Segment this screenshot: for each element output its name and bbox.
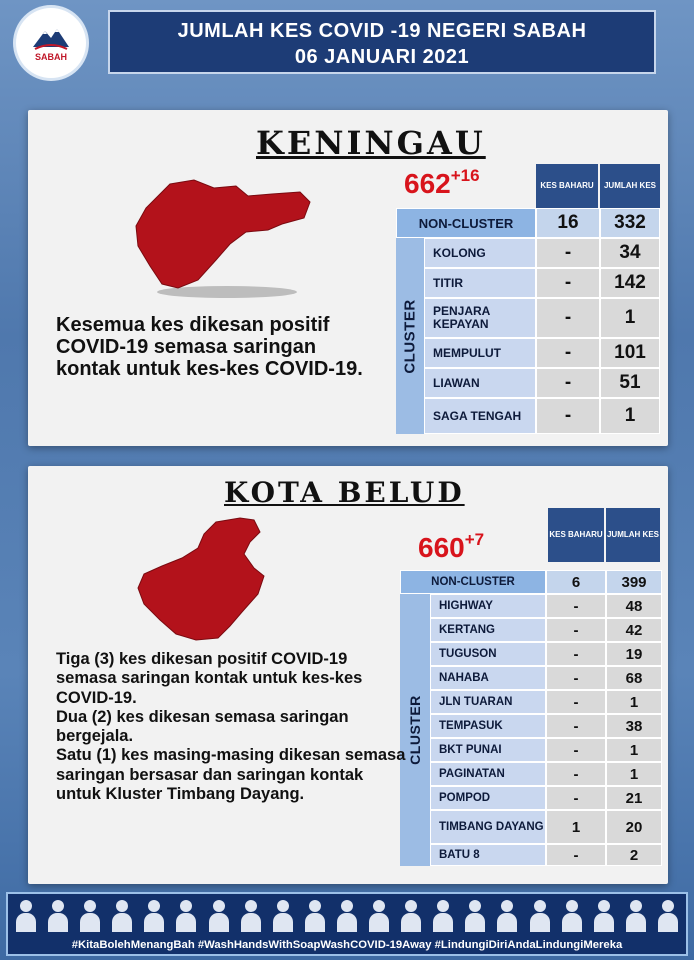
cluster-name: BKT PUNAI xyxy=(430,738,546,762)
non-cluster-label: NON-CLUSTER xyxy=(400,570,546,594)
footer-hashtags: #KitaBolehMenangBah #WashHandsWithSoapWashCOVID-19Away #LindungiDiriAndaLindungiMereka xyxy=(71,939,623,951)
non-cluster-row xyxy=(400,570,662,594)
cluster-new: - xyxy=(546,762,606,786)
cluster-name: LIAWAN xyxy=(424,368,536,398)
kota-belud-map xyxy=(132,514,292,644)
cluster-total: 2 xyxy=(606,844,662,866)
cluster-new: - xyxy=(536,298,600,338)
cluster-name: POMPOD xyxy=(430,786,546,810)
person-icon xyxy=(530,898,550,932)
person-icon xyxy=(16,898,36,932)
person-icon xyxy=(497,898,517,932)
keningau-panel xyxy=(28,110,668,446)
table-row xyxy=(430,714,662,738)
description-paragraph: Tiga (3) kes dikesan positif COVID-19 semasa saringan kontak untuk kes-kes COVID-19. xyxy=(56,650,363,707)
person-icon xyxy=(626,898,646,932)
cluster-total: 20 xyxy=(606,810,662,844)
cluster-total: 51 xyxy=(600,368,660,398)
logo-text: SABAH xyxy=(34,51,67,62)
table-row xyxy=(430,666,662,690)
description-paragraph: Satu (1) kes masing-masing dikesan semasa saringan bersasar dan saringan kontak untuk Kluster Timbang Dayang. xyxy=(56,746,406,804)
person-icon xyxy=(80,898,100,932)
cluster-side-label: CLUSTER xyxy=(400,594,430,866)
cluster-new: - xyxy=(546,844,606,866)
cluster-total: 142 xyxy=(600,268,660,298)
table-row xyxy=(430,690,662,714)
cluster-new: - xyxy=(546,666,606,690)
cluster-new: - xyxy=(546,690,606,714)
sabah-logo xyxy=(16,8,86,78)
district-total xyxy=(418,532,484,564)
col-head-total: JUMLAH KES xyxy=(600,164,660,208)
cluster-side-label: CLUSTER xyxy=(396,238,424,434)
cluster-total: 1 xyxy=(600,298,660,338)
total-count: 662 xyxy=(404,168,451,199)
kota-belud-panel xyxy=(28,466,668,884)
footer-banner xyxy=(6,892,688,956)
person-icon xyxy=(209,898,229,932)
non-cluster-total: 399 xyxy=(606,570,662,594)
cluster-name: TIMBANG DAYANG xyxy=(430,810,546,844)
table-row xyxy=(430,642,662,666)
cluster-name: KERTANG xyxy=(430,618,546,642)
district-title: KOTA BELUD xyxy=(224,476,465,509)
cluster-new: - xyxy=(546,618,606,642)
cluster-name: JLN TUARAN xyxy=(430,690,546,714)
table-row xyxy=(430,844,662,866)
cluster-new: - xyxy=(536,238,600,268)
col-head-new: KES BAHARU xyxy=(536,164,598,208)
table-row xyxy=(430,618,662,642)
person-icon xyxy=(337,898,357,932)
cluster-total: 48 xyxy=(606,594,662,618)
person-icon xyxy=(305,898,325,932)
table-row xyxy=(424,368,660,398)
non-cluster-label: NON-CLUSTER xyxy=(396,208,536,238)
cluster-new: - xyxy=(536,398,600,434)
cluster-new: - xyxy=(546,738,606,762)
cluster-new: - xyxy=(536,338,600,368)
table-row xyxy=(430,738,662,762)
person-icon xyxy=(465,898,485,932)
person-icon xyxy=(48,898,68,932)
col-head-new: KES BAHARU xyxy=(548,508,604,562)
header-date: 06 JANUARI 2021 xyxy=(294,46,470,68)
cluster-new: - xyxy=(546,642,606,666)
cluster-total: 34 xyxy=(600,238,660,268)
mountain-emblem-icon xyxy=(31,25,71,51)
cluster-total: 42 xyxy=(606,618,662,642)
cluster-name: TUGUSON xyxy=(430,642,546,666)
person-icon xyxy=(112,898,132,932)
cluster-new: - xyxy=(536,368,600,398)
person-icon xyxy=(176,898,196,932)
cluster-total: 1 xyxy=(606,738,662,762)
person-icon xyxy=(273,898,293,932)
table-row xyxy=(424,398,660,434)
person-icon xyxy=(241,898,261,932)
non-cluster-row xyxy=(396,208,660,238)
cluster-total: 19 xyxy=(606,642,662,666)
non-cluster-new: 6 xyxy=(546,570,606,594)
non-cluster-new: 16 xyxy=(536,208,600,238)
cluster-name: MEMPULUT xyxy=(424,338,536,368)
table-row xyxy=(430,786,662,810)
cluster-new: - xyxy=(546,786,606,810)
cluster-new: 1 xyxy=(546,810,606,844)
table-row xyxy=(424,338,660,368)
cluster-name: HIGHWAY xyxy=(430,594,546,618)
header-title: JUMLAH KES COVID -19 NEGERI SABAH xyxy=(177,20,587,42)
cluster-new: - xyxy=(536,268,600,298)
cluster-total: 38 xyxy=(606,714,662,738)
cluster-name: KOLONG xyxy=(424,238,536,268)
keningau-map xyxy=(132,174,382,304)
total-increase: +7 xyxy=(464,530,485,549)
description-paragraph: Dua (2) kes dikesan semasa saringan bergejala. xyxy=(56,707,349,746)
description-paragraph: Kesemua kes dikesan positif COVID-19 semasa saringan kontak untuk kes-kes COVID-19. xyxy=(56,314,363,380)
person-icon xyxy=(369,898,389,932)
col-head-total: JUMLAH KES xyxy=(606,508,660,562)
table-row xyxy=(430,810,662,844)
cluster-total: 101 xyxy=(600,338,660,368)
cluster-total: 21 xyxy=(606,786,662,810)
cluster-total: 1 xyxy=(606,762,662,786)
keningau-description xyxy=(56,314,386,380)
kota-belud-description xyxy=(56,650,406,804)
frontliner-figures xyxy=(16,898,678,934)
cluster-total: 1 xyxy=(600,398,660,434)
person-icon xyxy=(658,898,678,932)
person-icon xyxy=(433,898,453,932)
cluster-name: PENJARA KEPAYAN xyxy=(424,298,536,338)
table-row xyxy=(424,238,660,268)
non-cluster-total: 332 xyxy=(600,208,660,238)
cluster-name: BATU 8 xyxy=(430,844,546,866)
table-row xyxy=(424,298,660,338)
cluster-name: TEMPASUK xyxy=(430,714,546,738)
person-icon xyxy=(401,898,421,932)
cluster-total: 68 xyxy=(606,666,662,690)
person-icon xyxy=(594,898,614,932)
district-total xyxy=(404,168,480,200)
person-icon xyxy=(562,898,582,932)
cluster-total: 1 xyxy=(606,690,662,714)
district-title: KENINGAU xyxy=(256,124,486,162)
total-increase: +16 xyxy=(450,166,480,185)
table-row xyxy=(430,594,662,618)
table-row xyxy=(430,762,662,786)
total-count: 660 xyxy=(418,532,465,563)
page-header xyxy=(108,10,656,74)
cluster-name: PAGINATAN xyxy=(430,762,546,786)
table-row xyxy=(424,268,660,298)
cluster-new: - xyxy=(546,714,606,738)
cluster-name: NAHABA xyxy=(430,666,546,690)
cluster-new: - xyxy=(546,594,606,618)
cluster-name: SAGA TENGAH xyxy=(424,398,536,434)
person-icon xyxy=(144,898,164,932)
cluster-name: TITIR xyxy=(424,268,536,298)
